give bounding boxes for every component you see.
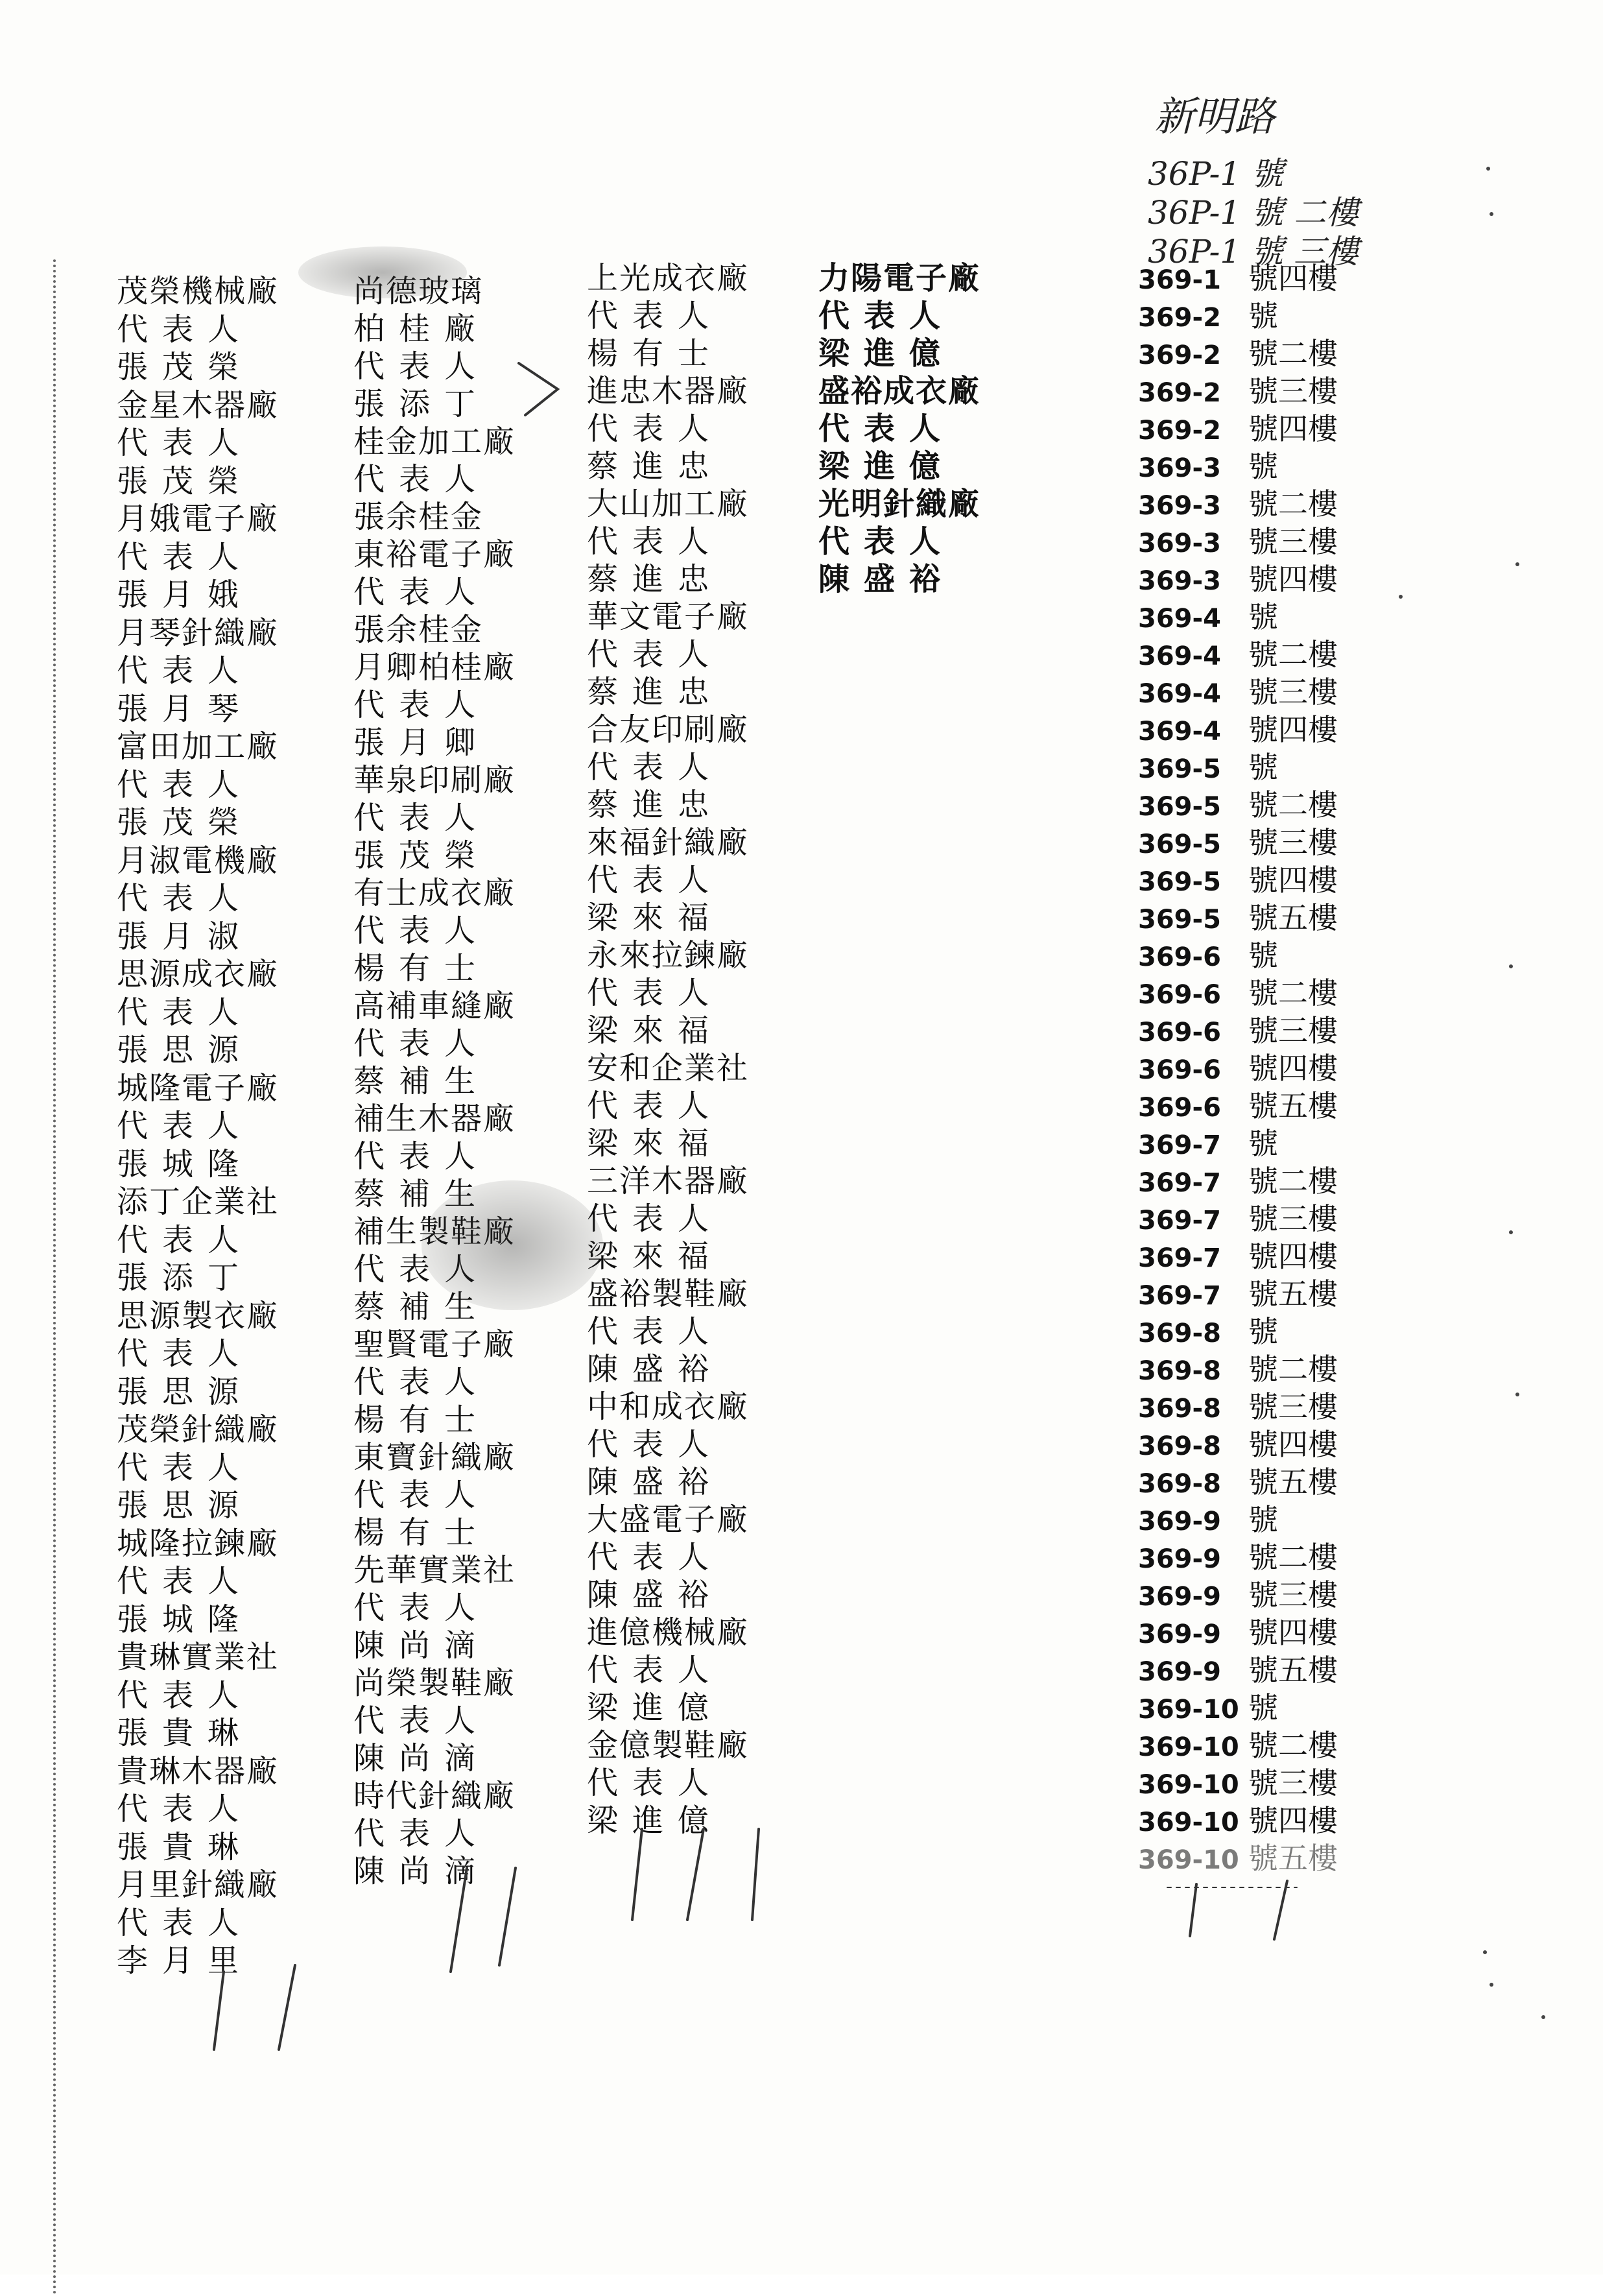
company-entry: 張貴琳 bbox=[117, 1828, 254, 1865]
address-number: 369-9 bbox=[1138, 1544, 1221, 1574]
address-row bbox=[1138, 861, 1338, 899]
address-column bbox=[1138, 259, 1338, 1877]
address-suffix: 號二樓 bbox=[1248, 1352, 1338, 1387]
address-suffix: 號 bbox=[1248, 938, 1278, 973]
company-entry: 茂榮針織廠 bbox=[117, 1411, 279, 1448]
address-suffix: 號二樓 bbox=[1248, 975, 1338, 1010]
company-entry: 代表人 bbox=[353, 461, 490, 497]
ink-smudge bbox=[422, 1180, 603, 1310]
address-suffix: 號四樓 bbox=[1248, 261, 1338, 296]
company-entry: 城隆拉鍊廠 bbox=[117, 1525, 279, 1562]
address-suffix: 號 bbox=[1248, 298, 1278, 333]
address-suffix: 號二樓 bbox=[1248, 1540, 1338, 1575]
company-entry: 合友印刷廠 bbox=[587, 712, 750, 748]
address-suffix: 號 bbox=[1248, 1314, 1278, 1349]
company-column-2 bbox=[353, 272, 516, 1890]
company-entry: 蔡進忠 bbox=[587, 448, 724, 484]
address-suffix: 號五樓 bbox=[1248, 1841, 1338, 1876]
company-entry: 月淑電機廠 bbox=[117, 842, 279, 879]
address-row bbox=[1138, 974, 1338, 1012]
company-entry: 梁來福 bbox=[587, 1238, 724, 1274]
company-entry: 梁進億 bbox=[818, 448, 955, 484]
address-row bbox=[1138, 1275, 1338, 1313]
address-number: 369-6 bbox=[1138, 1055, 1221, 1085]
address-row bbox=[1138, 1727, 1338, 1764]
company-entry: 代表人 bbox=[587, 1652, 724, 1688]
address-row bbox=[1138, 711, 1338, 748]
company-entry: 梁來福 bbox=[587, 900, 724, 936]
address-suffix: 號 bbox=[1248, 1502, 1278, 1537]
address-suffix: 號四樓 bbox=[1248, 863, 1338, 898]
address-number: 369-3 bbox=[1138, 491, 1221, 521]
company-entry: 金星木器廠 bbox=[117, 387, 279, 424]
pencil-stroke bbox=[279, 1965, 295, 2050]
address-suffix: 號三樓 bbox=[1248, 1013, 1338, 1048]
address-row bbox=[1138, 673, 1338, 711]
company-entry: 貴琳實業社 bbox=[117, 1639, 279, 1675]
company-entry: 代表人 bbox=[117, 311, 254, 348]
address-row bbox=[1138, 259, 1338, 297]
address-suffix: 號三樓 bbox=[1248, 675, 1338, 710]
company-entry: 中和成衣廠 bbox=[587, 1389, 750, 1425]
handwritten-line-3: 36P-1 號 三樓 bbox=[1148, 233, 1359, 270]
company-entry: 大山加工廠 bbox=[587, 486, 750, 522]
company-entry: 梁進億 bbox=[818, 335, 955, 372]
address-suffix: 號四樓 bbox=[1248, 1239, 1338, 1274]
address-number: 369-6 bbox=[1138, 942, 1221, 972]
address-row bbox=[1138, 937, 1338, 974]
address-row bbox=[1138, 560, 1338, 598]
pencil-stroke bbox=[752, 1829, 759, 1920]
company-entry: 楊有士 bbox=[353, 1514, 490, 1551]
address-row bbox=[1138, 1463, 1338, 1501]
company-entry: 張貴琳 bbox=[117, 1715, 254, 1751]
company-entry: 代表人 bbox=[117, 652, 254, 689]
company-entry: 代表人 bbox=[353, 1251, 490, 1287]
company-entry: 代表人 bbox=[353, 1477, 490, 1513]
address-number: 369-8 bbox=[1138, 1469, 1221, 1499]
address-suffix: 號四樓 bbox=[1248, 562, 1338, 597]
address-row bbox=[1138, 824, 1338, 861]
company-entry: 張月淑 bbox=[117, 918, 254, 955]
address-suffix: 號二樓 bbox=[1248, 336, 1338, 371]
company-entry: 進億機械廠 bbox=[587, 1614, 750, 1651]
company-entry: 代表人 bbox=[353, 1364, 490, 1400]
company-entry: 代表人 bbox=[587, 1088, 724, 1124]
address-suffix: 號五樓 bbox=[1248, 900, 1338, 935]
company-entry: 貴琳木器廠 bbox=[117, 1752, 279, 1789]
address-row bbox=[1138, 1350, 1338, 1388]
company-entry: 高補車縫廠 bbox=[353, 988, 516, 1024]
company-entry: 華文電子廠 bbox=[587, 599, 750, 635]
company-entry: 金億製鞋廠 bbox=[587, 1727, 750, 1764]
company-entry: 代表人 bbox=[587, 749, 724, 785]
company-entry: 城隆電子廠 bbox=[117, 1070, 279, 1106]
company-entry: 代表人 bbox=[587, 636, 724, 673]
address-row bbox=[1138, 1576, 1338, 1614]
address-row bbox=[1138, 335, 1338, 372]
address-number: 369-2 bbox=[1138, 416, 1221, 446]
pencil-stroke bbox=[632, 1829, 642, 1920]
company-entry: 代表人 bbox=[353, 913, 490, 949]
company-entry: 張茂榮 bbox=[353, 837, 490, 874]
address-suffix: 號五樓 bbox=[1248, 1653, 1338, 1688]
address-row bbox=[1138, 448, 1338, 485]
address-number: 369-5 bbox=[1138, 867, 1221, 897]
company-entry: 代表人 bbox=[587, 1201, 724, 1237]
address-row bbox=[1138, 485, 1338, 523]
company-entry: 聖賢電子廠 bbox=[353, 1326, 516, 1363]
company-entry: 代表人 bbox=[587, 1313, 724, 1350]
address-row bbox=[1138, 1501, 1338, 1538]
address-suffix: 號五樓 bbox=[1248, 1465, 1338, 1500]
company-entry: 代表人 bbox=[587, 975, 724, 1011]
company-entry: 有士成衣廠 bbox=[353, 875, 516, 911]
company-entry: 思源成衣廠 bbox=[117, 956, 279, 992]
address-number: 369-10 bbox=[1138, 1770, 1239, 1800]
company-entry: 代表人 bbox=[353, 1025, 490, 1062]
company-entry: 代表人 bbox=[117, 880, 254, 916]
address-row bbox=[1138, 372, 1338, 410]
company-entry: 代表人 bbox=[117, 425, 254, 461]
company-entry: 代表人 bbox=[117, 1335, 254, 1372]
company-entry: 東寶針織廠 bbox=[353, 1439, 516, 1476]
company-entry: 進忠木器廠 bbox=[587, 373, 750, 409]
address-suffix: 號三樓 bbox=[1248, 1577, 1338, 1612]
company-entry: 代表人 bbox=[353, 348, 490, 385]
company-entry: 張月卿 bbox=[353, 724, 490, 761]
company-entry: 張茂榮 bbox=[117, 349, 254, 385]
address-row bbox=[1138, 1388, 1338, 1426]
company-entry: 力陽電子廠 bbox=[818, 260, 981, 296]
address-number: 369-2 bbox=[1138, 341, 1221, 370]
company-entry: 永來拉鍊廠 bbox=[587, 937, 750, 974]
address-suffix: 號四樓 bbox=[1248, 1803, 1338, 1838]
address-number: 369-8 bbox=[1138, 1431, 1221, 1461]
address-number: 369-3 bbox=[1138, 529, 1221, 558]
company-entry: 大盛電子廠 bbox=[587, 1501, 750, 1538]
address-number: 369-7 bbox=[1138, 1281, 1221, 1311]
address-suffix: 號二樓 bbox=[1248, 486, 1338, 521]
company-entry: 楊有士 bbox=[353, 1402, 490, 1438]
address-row bbox=[1138, 1689, 1338, 1727]
address-row bbox=[1138, 1087, 1338, 1125]
company-entry: 來福針織廠 bbox=[587, 824, 750, 861]
address-row bbox=[1138, 748, 1338, 786]
company-entry: 代表人 bbox=[818, 523, 955, 560]
ink-smudge bbox=[298, 246, 467, 298]
address-row bbox=[1138, 1764, 1338, 1802]
company-entry: 代表人 bbox=[117, 1904, 254, 1941]
company-column-3 bbox=[587, 259, 749, 1839]
company-entry: 盛裕成衣廠 bbox=[818, 373, 981, 409]
company-entry: 張茂榮 bbox=[117, 804, 254, 841]
address-number: 369-10 bbox=[1138, 1695, 1239, 1725]
pencil-stroke bbox=[519, 363, 558, 415]
company-entry: 楊有士 bbox=[587, 335, 724, 372]
company-entry: 月琴針織廠 bbox=[117, 614, 279, 651]
company-entry: 張月琴 bbox=[117, 690, 254, 727]
address-row bbox=[1138, 297, 1338, 335]
address-number: 369-4 bbox=[1138, 717, 1221, 747]
address-number: 369-8 bbox=[1138, 1394, 1221, 1424]
company-entry: 東裕電子廠 bbox=[353, 536, 516, 573]
company-entry: 陳尚滴 bbox=[353, 1627, 490, 1664]
address-suffix: 號五樓 bbox=[1248, 1276, 1338, 1311]
address-number: 369-9 bbox=[1138, 1582, 1221, 1612]
company-entry: 光明針織廠 bbox=[818, 486, 981, 522]
address-suffix: 號四樓 bbox=[1248, 411, 1338, 446]
company-entry: 張茂榮 bbox=[117, 462, 254, 499]
address-row bbox=[1138, 1538, 1338, 1576]
company-entry: 富田加工廠 bbox=[117, 728, 279, 765]
address-row bbox=[1138, 1049, 1338, 1087]
company-entry: 代表人 bbox=[117, 1449, 254, 1486]
company-entry: 月娥電子廠 bbox=[117, 501, 279, 537]
address-number: 369-5 bbox=[1138, 905, 1221, 935]
address-row bbox=[1138, 410, 1338, 448]
company-entry: 桂金加工廠 bbox=[353, 424, 516, 460]
address-number: 369-7 bbox=[1138, 1206, 1221, 1236]
pencil-stroke bbox=[214, 1972, 224, 2050]
company-entry: 尚榮製鞋廠 bbox=[353, 1665, 516, 1701]
company-entry: 代表人 bbox=[818, 298, 955, 334]
pencil-stroke bbox=[1274, 1881, 1287, 1939]
company-entry: 代表人 bbox=[587, 298, 724, 334]
address-number: 369-4 bbox=[1138, 679, 1221, 709]
company-entry: 蔡進忠 bbox=[587, 561, 724, 597]
company-entry: 代表人 bbox=[353, 1703, 490, 1739]
address-number: 369-7 bbox=[1138, 1243, 1221, 1273]
company-entry: 蔡進忠 bbox=[587, 674, 724, 710]
address-suffix: 號四樓 bbox=[1248, 712, 1338, 747]
company-entry: 張思源 bbox=[117, 1032, 254, 1068]
address-number: 369-6 bbox=[1138, 1093, 1221, 1123]
company-entry: 茂榮機械廠 bbox=[117, 273, 279, 309]
address-number: 369-4 bbox=[1138, 604, 1221, 634]
company-entry: 陳尚滴 bbox=[353, 1740, 490, 1776]
address-suffix: 號三樓 bbox=[1248, 1389, 1338, 1424]
company-entry: 代表人 bbox=[587, 862, 724, 898]
address-number: 369-9 bbox=[1138, 1620, 1221, 1649]
company-entry: 張添丁 bbox=[117, 1260, 254, 1296]
address-suffix: 號三樓 bbox=[1248, 825, 1338, 860]
company-entry: 添丁企業社 bbox=[117, 1184, 279, 1220]
company-entry: 時代針織廠 bbox=[353, 1778, 516, 1814]
address-row bbox=[1138, 1839, 1338, 1877]
company-entry: 代表人 bbox=[117, 1791, 254, 1827]
company-entry: 柏桂廠 bbox=[353, 311, 490, 347]
company-entry: 三洋木器廠 bbox=[587, 1163, 750, 1199]
company-entry: 代表人 bbox=[117, 538, 254, 575]
company-entry: 代表人 bbox=[117, 994, 254, 1031]
company-entry: 代表人 bbox=[587, 411, 724, 447]
address-number: 369-5 bbox=[1138, 754, 1221, 784]
company-entry: 張添丁 bbox=[353, 386, 490, 422]
handwritten-street-title: 新明路 bbox=[1154, 93, 1276, 140]
company-entry: 陳盛裕 bbox=[587, 1351, 724, 1387]
address-suffix: 號二樓 bbox=[1248, 787, 1338, 822]
address-row bbox=[1138, 1614, 1338, 1651]
company-entry: 梁進億 bbox=[587, 1690, 724, 1726]
company-entry: 代表人 bbox=[353, 1815, 490, 1852]
company-entry: 梁來福 bbox=[587, 1125, 724, 1162]
pencil-stroke bbox=[687, 1829, 704, 1920]
company-entry: 代表人 bbox=[117, 1677, 254, 1714]
address-row bbox=[1138, 1802, 1338, 1839]
company-entry: 陳盛裕 bbox=[587, 1577, 724, 1613]
company-entry: 補生製鞋廠 bbox=[353, 1214, 516, 1250]
address-row bbox=[1138, 1162, 1338, 1200]
address-row bbox=[1138, 598, 1338, 636]
address-suffix: 號四樓 bbox=[1248, 1051, 1338, 1086]
pencil-stroke bbox=[1190, 1884, 1196, 1936]
company-entry: 代表人 bbox=[117, 766, 254, 803]
company-column-4 bbox=[818, 259, 980, 598]
address-row bbox=[1138, 523, 1338, 560]
address-number: 369-2 bbox=[1138, 378, 1221, 408]
address-suffix: 號五樓 bbox=[1248, 1088, 1338, 1123]
address-row bbox=[1138, 1012, 1338, 1049]
company-entry: 梁來福 bbox=[587, 1012, 724, 1049]
address-number: 369-7 bbox=[1138, 1130, 1221, 1160]
address-number: 369-6 bbox=[1138, 980, 1221, 1010]
address-suffix: 號 bbox=[1248, 1690, 1278, 1725]
company-entry: 代表人 bbox=[353, 800, 490, 836]
company-column-1 bbox=[117, 272, 279, 1980]
address-row bbox=[1138, 786, 1338, 824]
company-entry: 楊有士 bbox=[353, 950, 490, 987]
company-entry: 代表人 bbox=[818, 411, 955, 447]
company-entry: 張思源 bbox=[117, 1373, 254, 1410]
company-entry: 李月里 bbox=[117, 1943, 254, 1979]
address-number: 369-8 bbox=[1138, 1356, 1221, 1386]
company-entry: 華泉印刷廠 bbox=[353, 762, 516, 798]
company-entry: 代表人 bbox=[353, 687, 490, 723]
address-number: 369-5 bbox=[1138, 830, 1221, 859]
company-entry: 補生木器廠 bbox=[353, 1101, 516, 1137]
company-entry: 月卿柏桂廠 bbox=[353, 649, 516, 686]
address-row bbox=[1138, 636, 1338, 673]
address-row bbox=[1138, 899, 1338, 937]
company-entry: 月里針織廠 bbox=[117, 1867, 279, 1903]
company-entry: 陳盛裕 bbox=[818, 561, 955, 597]
company-entry: 安和企業社 bbox=[587, 1050, 750, 1086]
company-entry: 代表人 bbox=[117, 1221, 254, 1258]
address-number: 369-10 bbox=[1138, 1732, 1239, 1762]
company-entry: 蔡補生 bbox=[353, 1289, 490, 1325]
company-entry: 陳盛裕 bbox=[587, 1464, 724, 1500]
address-number: 369-10 bbox=[1138, 1845, 1239, 1875]
address-number: 369-5 bbox=[1138, 792, 1221, 822]
company-entry: 代表人 bbox=[587, 1426, 724, 1463]
company-entry: 代表人 bbox=[353, 1590, 490, 1626]
address-row bbox=[1138, 1200, 1338, 1238]
handwritten-line-1: 36P-1 號 bbox=[1148, 155, 1284, 193]
address-suffix: 號二樓 bbox=[1248, 1728, 1338, 1763]
company-entry: 代表人 bbox=[587, 1539, 724, 1575]
company-entry: 梁進億 bbox=[587, 1802, 724, 1839]
address-number: 369-8 bbox=[1138, 1319, 1221, 1348]
address-number: 369-9 bbox=[1138, 1507, 1221, 1537]
address-suffix: 號 bbox=[1248, 750, 1278, 785]
company-entry: 張余桂金 bbox=[353, 612, 484, 648]
company-entry: 先華實業社 bbox=[353, 1552, 516, 1588]
address-suffix: 號三樓 bbox=[1248, 374, 1338, 409]
handwritten-line-2: 36P-1 號 二樓 bbox=[1148, 194, 1359, 232]
company-entry: 代表人 bbox=[117, 1563, 254, 1599]
company-entry: 盛裕製鞋廠 bbox=[587, 1276, 750, 1312]
address-row bbox=[1138, 1238, 1338, 1275]
company-entry: 蔡進忠 bbox=[587, 787, 724, 823]
company-entry: 尚德玻璃 bbox=[353, 273, 484, 309]
company-entry: 蔡補生 bbox=[353, 1176, 490, 1212]
company-entry: 張月娥 bbox=[117, 577, 254, 613]
address-number: 369-7 bbox=[1138, 1168, 1221, 1198]
left-margin-dots bbox=[53, 259, 56, 2296]
address-number: 369-4 bbox=[1138, 641, 1221, 671]
address-suffix: 號三樓 bbox=[1248, 1765, 1338, 1800]
address-number: 369-10 bbox=[1138, 1808, 1239, 1837]
company-entry: 張思源 bbox=[117, 1487, 254, 1524]
address-row bbox=[1138, 1125, 1338, 1162]
address-suffix: 號三樓 bbox=[1248, 1201, 1338, 1236]
address-suffix: 號 bbox=[1248, 1126, 1278, 1161]
company-entry: 張城隆 bbox=[117, 1601, 254, 1638]
address-number: 369-1 bbox=[1138, 265, 1221, 295]
address-suffix: 號四樓 bbox=[1248, 1615, 1338, 1650]
address-row bbox=[1138, 1426, 1338, 1463]
address-row bbox=[1138, 1313, 1338, 1350]
company-entry: 陳尚滴 bbox=[353, 1853, 490, 1889]
company-entry: 上光成衣廠 bbox=[587, 260, 750, 296]
address-number: 369-9 bbox=[1138, 1657, 1221, 1687]
company-entry: 代表人 bbox=[587, 1765, 724, 1801]
company-entry: 代表人 bbox=[587, 523, 724, 560]
company-entry: 思源製衣廠 bbox=[117, 1297, 279, 1334]
company-entry: 張余桂金 bbox=[353, 499, 484, 535]
address-suffix: 號二樓 bbox=[1248, 637, 1338, 672]
address-suffix: 號 bbox=[1248, 599, 1278, 634]
address-suffix: 號 bbox=[1248, 449, 1278, 484]
address-number: 369-3 bbox=[1138, 453, 1221, 483]
address-suffix: 號四樓 bbox=[1248, 1427, 1338, 1462]
company-entry: 代表人 bbox=[117, 1108, 254, 1144]
address-row bbox=[1138, 1651, 1338, 1689]
address-number: 369-2 bbox=[1138, 303, 1221, 333]
company-entry: 蔡補生 bbox=[353, 1063, 490, 1099]
company-entry: 代表人 bbox=[353, 574, 490, 610]
address-suffix: 號二樓 bbox=[1248, 1164, 1338, 1199]
address-number: 369-3 bbox=[1138, 566, 1221, 596]
address-suffix: 號三樓 bbox=[1248, 524, 1338, 559]
company-entry: 張城隆 bbox=[117, 1145, 254, 1182]
company-entry: 代表人 bbox=[353, 1138, 490, 1175]
address-number: 369-6 bbox=[1138, 1018, 1221, 1047]
